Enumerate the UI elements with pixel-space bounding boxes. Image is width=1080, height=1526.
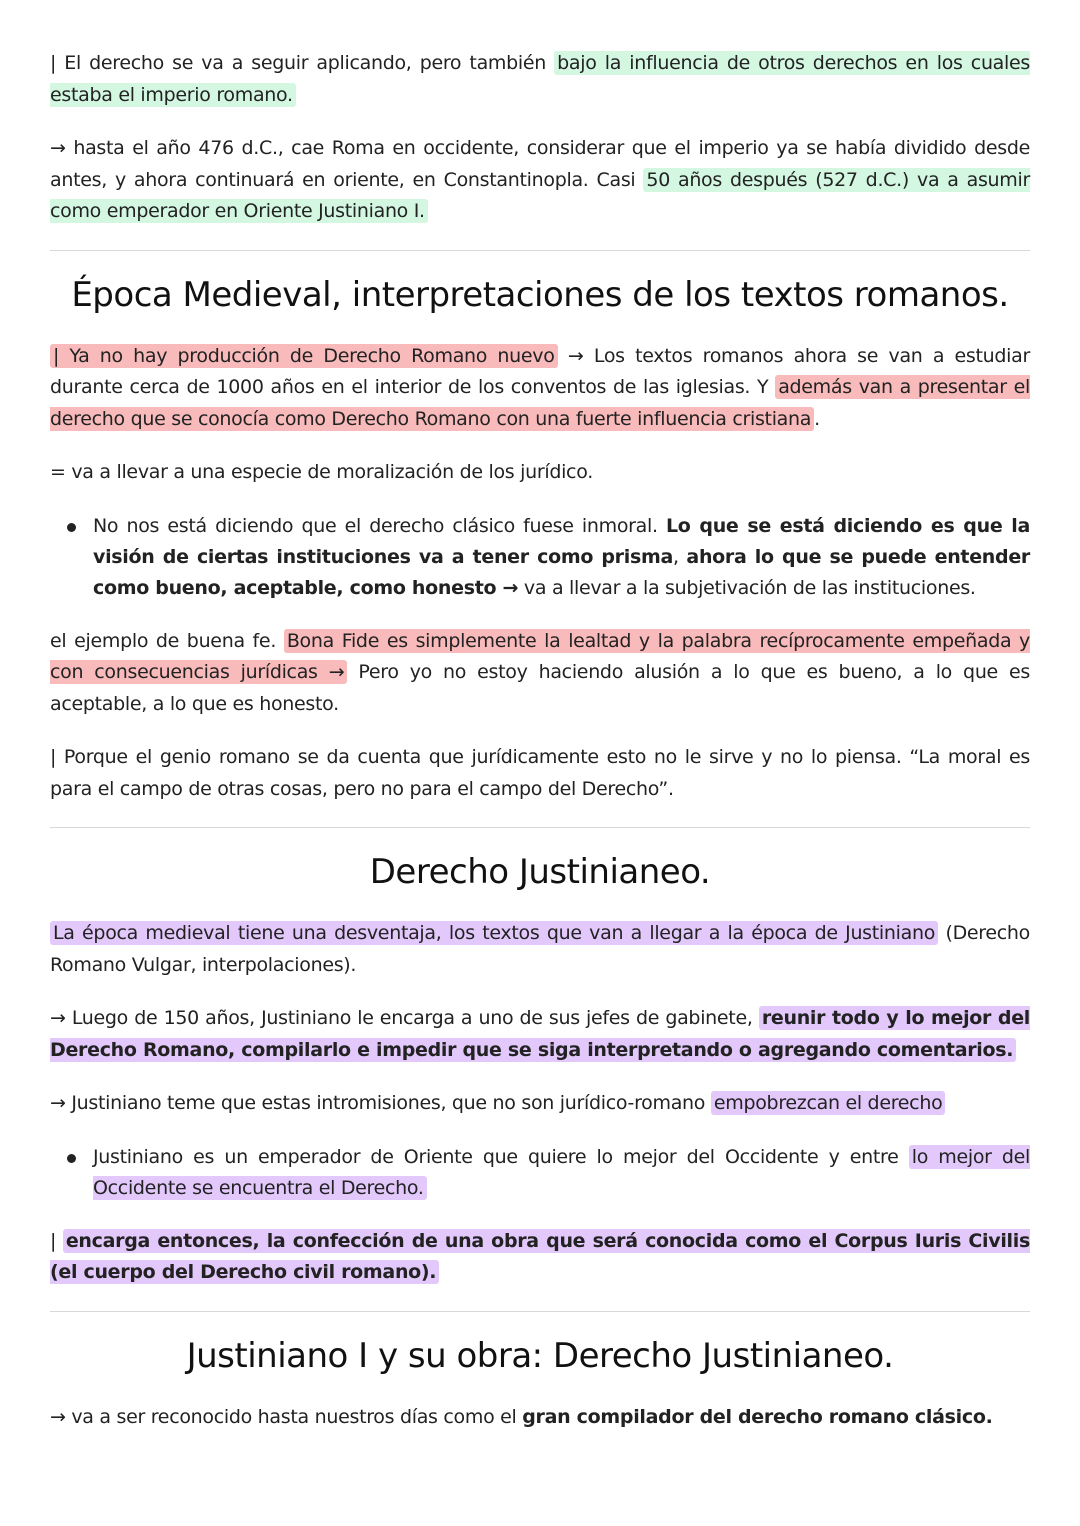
divider: [50, 250, 1030, 251]
highlight-red: además van a presentar el derecho que se conocía como Derecho Romano con una fuerte influencia cristiana: [50, 376, 1030, 430]
highlight-red: | Ya no hay producción de Derecho Romano nuevo: [50, 344, 558, 368]
paragraph: | Porque el genio romano se da cuenta que jurídicamente esto no le sirve y no lo piensa. “La moral es para el campo de otras cosas, pero no para el campo del Derecho”.: [50, 746, 1030, 800]
highlight-green: bajo la influencia de otros derechos en los cuales estaba el imperio romano.: [50, 52, 1030, 106]
text: |: [50, 1229, 63, 1252]
paragraph: = va a llevar a una especie de moralización de los jurídico.: [50, 461, 593, 483]
section-heading: Época Medieval, interpretaciones de los textos romanos.: [71, 274, 1009, 315]
text: Justiniano es un emperador de Oriente que quiere lo mejor del Occidente y entre: [93, 1145, 909, 1168]
text: → Los textos romanos ahora se van a estudiar durante cerca de 1000 años en el interior de los conventos de las iglesias. Y: [50, 344, 1031, 398]
paragraph: [50, 1402, 1030, 1434]
text: → va a ser reconocido hasta nuestros días como el: [50, 1405, 523, 1428]
text: ,: [672, 545, 687, 568]
bold-text: gran compilador del derecho romano clásico.: [522, 1405, 993, 1428]
text: el ejemplo de buena fe.: [50, 629, 284, 652]
paragraph: [50, 133, 1030, 228]
paragraph: [50, 341, 1030, 436]
highlight-red: Bona Fide es simplemente la lealtad y la palabra recíprocamente empeñada y con consecuencias jurídicas →: [50, 629, 1030, 683]
section-heading: Derecho Justinianeo.: [369, 852, 711, 892]
paragraph: [50, 626, 1030, 721]
section-heading: Justiniano I y su obra: Derecho Justinianeo.: [186, 1335, 894, 1376]
text: .: [814, 407, 820, 430]
paragraph: [50, 1003, 1030, 1066]
text: (Derecho Romano Vulgar, interpolaciones).: [50, 922, 1030, 976]
text: → Luego de 150 años, Justiniano le encarga a uno de sus jefes de gabinete,: [50, 1007, 759, 1029]
divider: [50, 827, 1030, 828]
text: → hasta el año 476 d.C., cae Roma en occidente, considerar que el imperio ya se había dividido desde antes, y ahora continuará en oriente, en Constantinopla. Casi: [50, 137, 1030, 191]
bullet-list: [50, 511, 1030, 604]
highlight-green: 50 años después (527 d.C.) va a asumir como emperador en Oriente Justiniano I.: [50, 168, 1030, 222]
divider: [50, 1311, 1030, 1312]
list-item: [93, 511, 1030, 604]
paragraph: [50, 48, 1030, 111]
bold-text: Lo que se está diciendo es que la visión de ciertas instituciones va a tener como prisma: [93, 514, 1030, 568]
highlight-purple: empobrezcan el derecho: [711, 1091, 946, 1115]
bullet-list: [50, 1142, 1030, 1204]
highlight-purple: lo mejor del Occidente se encuentra el Derecho.: [93, 1145, 1030, 1199]
highlight-purple-bold: reunir todo y lo mejor del Derecho Romano, compilarlo e impedir que se siga interpretando o agregando comentarios.: [50, 1007, 1031, 1061]
text: Pero yo no estoy haciendo alusión a lo que es bueno, a lo que es aceptable, a lo que es honesto.: [50, 661, 1030, 715]
text: → Justiniano teme que estas intromisiones, que no son jurídico-romano: [50, 1092, 711, 1114]
bold-text: ahora lo que se puede entender como bueno, aceptable, como honesto →: [93, 545, 1030, 599]
highlight-purple: La época medieval tiene una desventaja, los textos que van a llegar a la época de Justiniano: [50, 921, 938, 945]
list-item: [93, 1142, 1030, 1204]
paragraph: [50, 1088, 1030, 1120]
document-body: [50, 48, 1030, 1455]
text: va a llevar a la subjetivación de las instituciones.: [518, 576, 976, 599]
highlight-purple-bold: encarga entonces, la confección de una obra que será conocida como el Corpus Iuris Civilis (el cuerpo del Derecho civil romano).: [50, 1229, 1030, 1283]
paragraph: [50, 918, 1030, 981]
text: | El derecho se va a seguir aplicando, pero también: [50, 52, 555, 74]
text: No nos está diciendo que el derecho clásico fuese inmoral.: [93, 514, 666, 537]
paragraph: [50, 1226, 1030, 1289]
